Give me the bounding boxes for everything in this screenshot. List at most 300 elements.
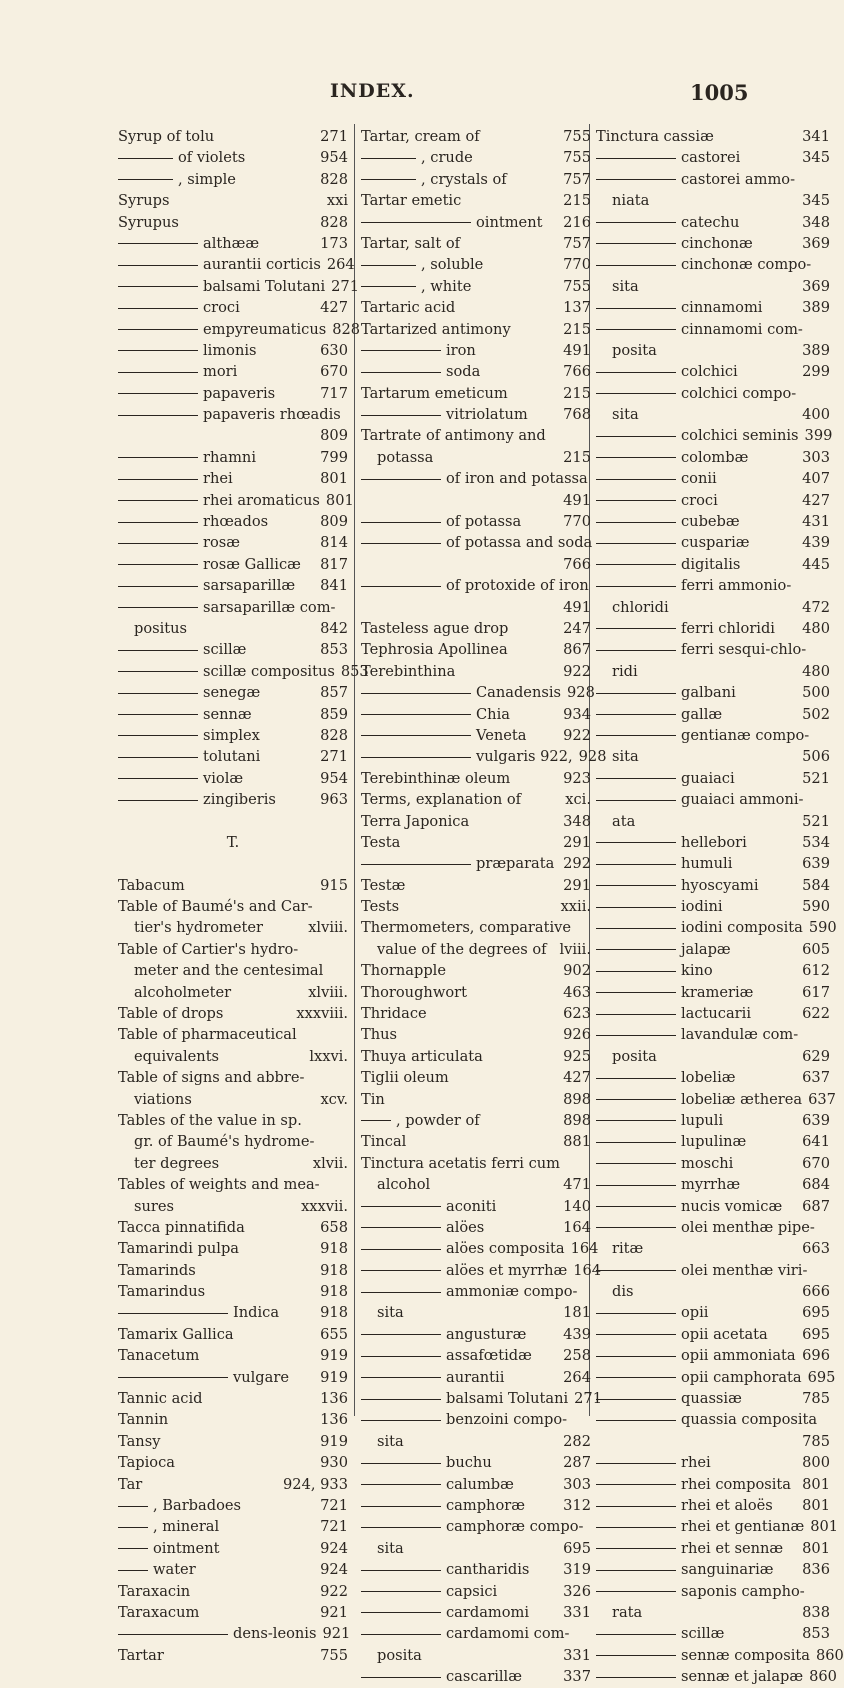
entry-term: lupuli <box>681 1111 724 1129</box>
ditto-dash <box>596 564 676 565</box>
entry-term: angusturæ <box>446 1325 527 1343</box>
index-entry <box>361 190 591 211</box>
entry-term: Tamarindi pulpa <box>118 1240 239 1258</box>
page-header <box>0 80 800 116</box>
entry-term: Tartar, cream of <box>361 128 480 145</box>
entry-term: castorei ammo- <box>681 170 796 188</box>
index-entry <box>118 319 361 340</box>
entry-term: rata <box>612 1603 643 1621</box>
index-entry <box>118 1452 348 1473</box>
entry-term: rhei et aloës <box>681 1497 773 1514</box>
entry-term: catechu <box>681 213 740 231</box>
ditto-dash <box>596 1227 676 1228</box>
index-entry <box>118 169 348 190</box>
ditto-dash <box>596 907 676 908</box>
index-entry <box>361 1046 591 1067</box>
entry-term: Syrups <box>118 192 170 210</box>
index-entry <box>596 1409 830 1430</box>
index-entry <box>118 1602 348 1623</box>
entry-page-ref: xci. <box>565 791 591 809</box>
entry-page-ref: 928 <box>567 684 595 702</box>
entry-term: Veneta <box>476 726 527 744</box>
ditto-dash <box>118 671 198 672</box>
ditto-dash <box>596 500 676 501</box>
entry-term: Tinctura acetatis ferri cum <box>361 1154 560 1172</box>
entry-term: Chia <box>476 705 510 723</box>
entry-page-ref: 853 <box>802 1625 830 1643</box>
index-entry-continuation <box>118 917 348 938</box>
ditto-dash <box>361 1249 441 1250</box>
ditto-dash <box>596 1120 676 1121</box>
index-entry <box>361 1623 591 1644</box>
entry-term: papaveris <box>203 384 276 402</box>
ditto-dash <box>596 265 676 266</box>
entry-term: Syrup of tolu <box>118 128 215 145</box>
entry-page-ref: lviii. <box>559 940 591 958</box>
index-entry <box>361 1581 591 1602</box>
entry-page-ref: 407 <box>802 470 830 488</box>
entry-term: Tartaric acid <box>361 299 456 317</box>
index-entry <box>596 1110 830 1131</box>
ditto-dash <box>361 543 441 544</box>
index-entry-continuation <box>118 1131 348 1152</box>
entry-term: of potassa and soda <box>446 534 593 552</box>
entry-page-ref: 757 <box>563 170 591 188</box>
entry-page-ref: 860 <box>809 1668 837 1686</box>
entry-term: camphoræ <box>446 1497 525 1514</box>
ditto-dash <box>118 286 198 287</box>
entry-term: castorei <box>681 149 741 167</box>
entry-term: Tables of weights and mea- <box>118 1176 320 1194</box>
index-entry <box>118 297 348 318</box>
ditto-dash <box>118 1548 148 1549</box>
ditto-dash <box>118 457 198 458</box>
entry-page-ref: 919 <box>320 1347 348 1365</box>
index-entry <box>596 1367 836 1388</box>
entry-page-ref: 506 <box>802 748 830 766</box>
entry-term: saponis campho- <box>681 1582 805 1600</box>
entry-page-ref: 215 <box>563 320 591 338</box>
entry-term: croci <box>203 299 240 317</box>
ditto-dash <box>596 864 676 865</box>
index-entry <box>596 939 830 960</box>
entry-term: sita <box>377 1539 404 1557</box>
entry-page-ref: 801 <box>802 1497 830 1514</box>
entry-page-ref: 814 <box>320 534 348 552</box>
entry-term: quassiæ <box>681 1390 742 1408</box>
index-entry <box>596 1581 830 1602</box>
entry-page-ref: 348 <box>563 812 591 830</box>
ditto-dash <box>361 1399 441 1400</box>
ditto-dash <box>596 543 676 544</box>
entry-page-ref: 663 <box>802 1240 830 1258</box>
index-entry <box>361 661 591 682</box>
ditto-dash <box>361 757 471 758</box>
ditto-dash <box>361 1527 441 1528</box>
index-entry <box>118 575 348 596</box>
entry-page-ref: 181 <box>563 1304 591 1322</box>
index-entry <box>361 1110 591 1131</box>
ditto-dash <box>361 735 471 736</box>
entry-term: rhei <box>681 1454 711 1472</box>
index-entry <box>596 468 830 489</box>
entry-term: hellebori <box>681 833 747 851</box>
entry-term: Tar <box>118 1475 143 1493</box>
index-entry <box>118 361 348 382</box>
ditto-dash <box>596 1078 676 1079</box>
entry-term: scillæ <box>681 1625 725 1643</box>
entry-page-ref: 399 <box>804 427 833 445</box>
entry-term: ter degrees <box>134 1154 220 1172</box>
entry-page-ref: 770 <box>563 513 591 531</box>
entry-page-ref: 341 <box>802 128 830 145</box>
entry-page-ref: 439 <box>563 1325 591 1343</box>
ditto-dash <box>118 1313 228 1314</box>
index-entry <box>361 1217 591 1238</box>
entry-term: posita <box>377 1646 422 1664</box>
index-entry <box>118 1538 348 1559</box>
index-entry <box>118 276 359 297</box>
entry-page-ref: 215 <box>563 192 591 210</box>
index-entry <box>596 1196 830 1217</box>
index-entry <box>596 1131 830 1152</box>
entry-term: Tabacum <box>118 876 185 894</box>
index-entry <box>361 789 591 810</box>
entry-page-ref: 291 <box>563 833 591 851</box>
index-entry-continuation <box>361 1302 591 1323</box>
entry-page-ref: 389 <box>802 341 830 359</box>
ditto-dash <box>361 1677 441 1678</box>
ditto-dash <box>361 1506 441 1507</box>
ditto-dash <box>361 286 416 287</box>
ditto-dash <box>596 1014 676 1015</box>
index-entry <box>118 1388 348 1409</box>
entry-page-ref: 755 <box>563 149 591 167</box>
index-entry-continuation <box>118 1046 348 1067</box>
ditto-dash <box>118 308 198 309</box>
entry-term: vitriolatum <box>446 406 528 424</box>
entry-page-ref: 785 <box>802 1432 830 1450</box>
entry-term: dis <box>612 1283 634 1301</box>
entry-term: , powder of <box>396 1111 480 1129</box>
entry-page-ref: 930 <box>320 1454 348 1472</box>
index-entry <box>118 811 348 832</box>
entry-term: ridi <box>612 662 638 680</box>
entry-page-ref: 717 <box>320 384 348 402</box>
index-entry <box>596 682 830 703</box>
entry-page-ref: 666 <box>802 1283 830 1301</box>
entry-page-ref: 859 <box>320 705 348 723</box>
index-entry <box>118 1431 348 1452</box>
entry-term: soda <box>446 363 481 381</box>
entry-term: of protoxide of iron <box>446 577 589 595</box>
index-entry <box>118 1645 348 1666</box>
index-entry <box>118 468 348 489</box>
entry-term: , simple <box>178 170 236 188</box>
entry-page-ref: 954 <box>320 769 348 787</box>
entry-term: Tannin <box>118 1411 169 1429</box>
entry-term: camphoræ compo- <box>446 1518 584 1536</box>
index-entry <box>596 319 830 340</box>
ditto-dash <box>596 372 676 373</box>
index-entry <box>596 1302 830 1323</box>
entry-term: kino <box>681 962 713 980</box>
entry-term: T. <box>226 832 240 851</box>
index-entry-continuation <box>118 982 348 1003</box>
entry-page-ref: 809 <box>320 427 348 445</box>
entry-term: gentianæ compo- <box>681 726 810 744</box>
entry-page-ref: 337 <box>563 1668 591 1686</box>
entry-term: Tartar <box>118 1646 164 1664</box>
index-entry <box>596 511 830 532</box>
entry-page-ref: 670 <box>802 1154 830 1172</box>
ditto-dash <box>118 243 198 244</box>
entry-page-ref: 857 <box>320 684 348 702</box>
ditto-dash <box>361 693 471 694</box>
entry-page-ref: 867 <box>563 641 591 659</box>
index-entry <box>118 447 348 468</box>
index-entry-continuation <box>596 404 830 425</box>
entry-term: simplex <box>203 726 260 744</box>
index-entry <box>361 853 591 874</box>
index-entry <box>596 361 830 382</box>
ditto-dash <box>596 1548 676 1549</box>
entry-term: of violets <box>178 149 246 167</box>
index-entry <box>118 1110 348 1131</box>
index-entry-continuation <box>596 1602 830 1623</box>
entry-term: gallæ <box>681 705 723 723</box>
index-entry <box>361 1602 591 1623</box>
entry-page-ref: 934 <box>563 705 591 723</box>
entry-term: rosæ <box>203 534 240 552</box>
index-entry <box>118 1367 348 1388</box>
entry-term: tier's hydrometer <box>134 919 263 937</box>
entry-page-ref: 721 <box>320 1518 348 1536</box>
entry-term: Tiglii oleum <box>361 1069 449 1087</box>
ditto-dash <box>361 522 441 523</box>
entry-page-ref: 918 <box>320 1261 348 1279</box>
index-entry <box>361 768 591 789</box>
entry-term: scillæ compositus <box>203 662 335 680</box>
index-entry-continuation <box>596 340 830 361</box>
entry-term: sanguinariæ <box>681 1561 774 1579</box>
entry-page-ref: 271 <box>320 128 348 145</box>
ditto-dash <box>118 735 198 736</box>
entry-page-ref: 842 <box>320 619 348 637</box>
entry-term: , Barbadoes <box>153 1497 241 1514</box>
entry-term: Thoroughwort <box>361 983 467 1001</box>
entry-term: guaiaci ammoni- <box>681 791 804 809</box>
ditto-dash <box>361 350 441 351</box>
index-entry-continuation <box>596 1238 830 1259</box>
ditto-dash <box>118 543 198 544</box>
index-entry <box>361 1452 591 1473</box>
index-entry <box>361 1024 591 1045</box>
index-entry-continuation <box>596 1046 830 1067</box>
entry-page-ref: 801 <box>320 470 348 488</box>
entry-page-ref: 817 <box>320 555 348 573</box>
entry-page-ref: 605 <box>802 940 830 958</box>
ditto-dash <box>361 1377 441 1378</box>
entry-term: posita <box>612 1047 657 1065</box>
index-entry <box>118 1003 348 1024</box>
index-entry <box>361 126 591 147</box>
index-entry <box>361 982 591 1003</box>
entry-page-ref: 768 <box>563 406 591 424</box>
entry-page-ref: 785 <box>802 1390 830 1408</box>
entry-term: althææ <box>203 234 260 252</box>
index-entry <box>596 789 830 810</box>
entry-page-ref: 299 <box>802 363 830 381</box>
entry-page-ref: 264 <box>563 1368 591 1386</box>
index-entry <box>361 1367 591 1388</box>
index-entry-continuation <box>361 447 591 468</box>
entry-term: Tartarum emeticum <box>361 384 508 402</box>
entry-page-ref: 140 <box>563 1197 591 1215</box>
entry-page-ref: 921 <box>322 1625 351 1643</box>
entry-page-ref: 331 <box>563 1603 591 1621</box>
entry-term: sita <box>377 1304 404 1322</box>
entry-page-ref: 521 <box>802 812 830 830</box>
index-entry <box>596 1388 830 1409</box>
entry-term: Tasteless ague drop <box>361 619 509 637</box>
ditto-dash <box>596 1399 676 1400</box>
entry-page-ref: 472 <box>802 598 830 616</box>
index-entry <box>596 960 830 981</box>
page-number: 1005 <box>690 80 749 105</box>
ditto-dash <box>596 842 676 843</box>
ditto-dash <box>361 415 441 416</box>
entry-term: Terebinthinæ oleum <box>361 769 511 787</box>
index-entry <box>596 1516 839 1537</box>
index-entry <box>596 1217 830 1238</box>
entry-term: value of the degrees of <box>377 940 547 958</box>
ditto-dash <box>596 1142 676 1143</box>
index-entry <box>118 1409 348 1430</box>
entry-term: Tamarindus <box>118 1283 206 1301</box>
ditto-dash <box>596 1313 676 1314</box>
entry-page-ref: 480 <box>802 662 830 680</box>
entry-term: Tests <box>361 898 400 916</box>
entry-page-ref: xlviii. <box>308 983 348 1001</box>
ditto-dash <box>596 479 676 480</box>
entry-page-ref: 312 <box>563 1497 591 1514</box>
index-column-3 <box>596 126 844 1688</box>
entry-page-ref: 881 <box>563 1133 591 1151</box>
ditto-dash <box>596 1163 676 1164</box>
entry-page-ref: 836 <box>802 1561 830 1579</box>
index-entry <box>118 1474 348 1495</box>
entry-page-ref: 641 <box>802 1133 830 1151</box>
index-entry <box>361 1003 591 1024</box>
index-entry <box>118 789 348 810</box>
entry-term: humuli <box>681 855 733 873</box>
ditto-dash <box>361 1334 441 1335</box>
ditto-dash <box>118 586 198 587</box>
ditto-dash <box>118 393 198 394</box>
entry-page-ref: 695 <box>802 1304 830 1322</box>
index-entry <box>361 811 591 832</box>
ditto-dash <box>118 693 198 694</box>
ditto-dash <box>118 415 198 416</box>
ditto-dash <box>596 329 676 330</box>
entry-term: positus <box>134 619 188 637</box>
ditto-dash <box>596 714 676 715</box>
entry-page-ref: 755 <box>320 1646 348 1664</box>
entry-term: lobeliæ ætherea <box>681 1090 803 1108</box>
index-entry <box>596 575 830 596</box>
entry-term: papaveris rhœadis <box>203 406 341 424</box>
ditto-dash <box>596 992 676 993</box>
index-entry <box>361 917 591 938</box>
index-entry <box>118 1024 348 1045</box>
entry-term: cantharidis <box>446 1561 530 1579</box>
entry-term: cubebæ <box>681 513 740 531</box>
entry-page-ref: 471 <box>563 1176 591 1194</box>
index-entry <box>596 297 830 318</box>
index-entry-continuation <box>361 597 591 618</box>
index-entry <box>361 361 591 382</box>
index-entry <box>361 511 591 532</box>
entry-page-ref: 655 <box>320 1325 348 1343</box>
index-entry <box>361 1345 591 1366</box>
index-entry <box>596 1645 844 1666</box>
index-entry <box>596 147 830 168</box>
entry-page-ref: xxii. <box>560 898 591 916</box>
entry-page-ref: 271 <box>320 748 348 766</box>
entry-term: aurantii <box>446 1368 505 1386</box>
ditto-dash <box>596 1506 676 1507</box>
index-entry <box>361 682 595 703</box>
index-entry <box>596 1324 830 1345</box>
index-entry <box>361 704 591 725</box>
index-entry <box>118 254 355 275</box>
entry-term: , mineral <box>153 1518 220 1536</box>
entry-term: water <box>153 1561 196 1579</box>
entry-page-ref: 303 <box>802 448 830 466</box>
entry-page-ref: 348 <box>802 213 830 231</box>
entry-page-ref: xxi <box>326 192 348 210</box>
entry-page-ref: 287 <box>563 1454 591 1472</box>
index-entry <box>361 1281 591 1302</box>
entry-page-ref: 331 <box>563 1646 591 1664</box>
index-entry <box>118 532 348 553</box>
entry-term: nucis vomicæ <box>681 1197 783 1215</box>
entry-term: equivalents <box>134 1047 220 1065</box>
index-entry <box>118 746 348 767</box>
entry-page-ref: 919 <box>320 1432 348 1450</box>
index-entry <box>361 340 591 361</box>
entry-term: Tables of the value in sp. <box>118 1111 302 1129</box>
ditto-dash <box>596 650 676 651</box>
entry-term: calumbæ <box>446 1475 514 1493</box>
index-entry <box>361 639 591 660</box>
entry-term: ointment <box>153 1539 220 1557</box>
index-entry <box>361 532 591 553</box>
entry-page-ref: 828 <box>332 320 361 338</box>
entry-term: Terms, explanation of <box>361 791 522 809</box>
entry-term: ata <box>612 812 636 830</box>
ditto-dash <box>596 1484 676 1485</box>
entry-term: rhœados <box>203 513 269 531</box>
ditto-dash <box>596 949 676 950</box>
entry-term: aconiti <box>446 1197 497 1215</box>
ditto-dash <box>361 1270 441 1271</box>
index-entry <box>596 126 830 147</box>
entry-page-ref: 922 <box>563 662 591 680</box>
index-entry <box>596 618 830 639</box>
index-entry-continuation <box>361 554 591 575</box>
